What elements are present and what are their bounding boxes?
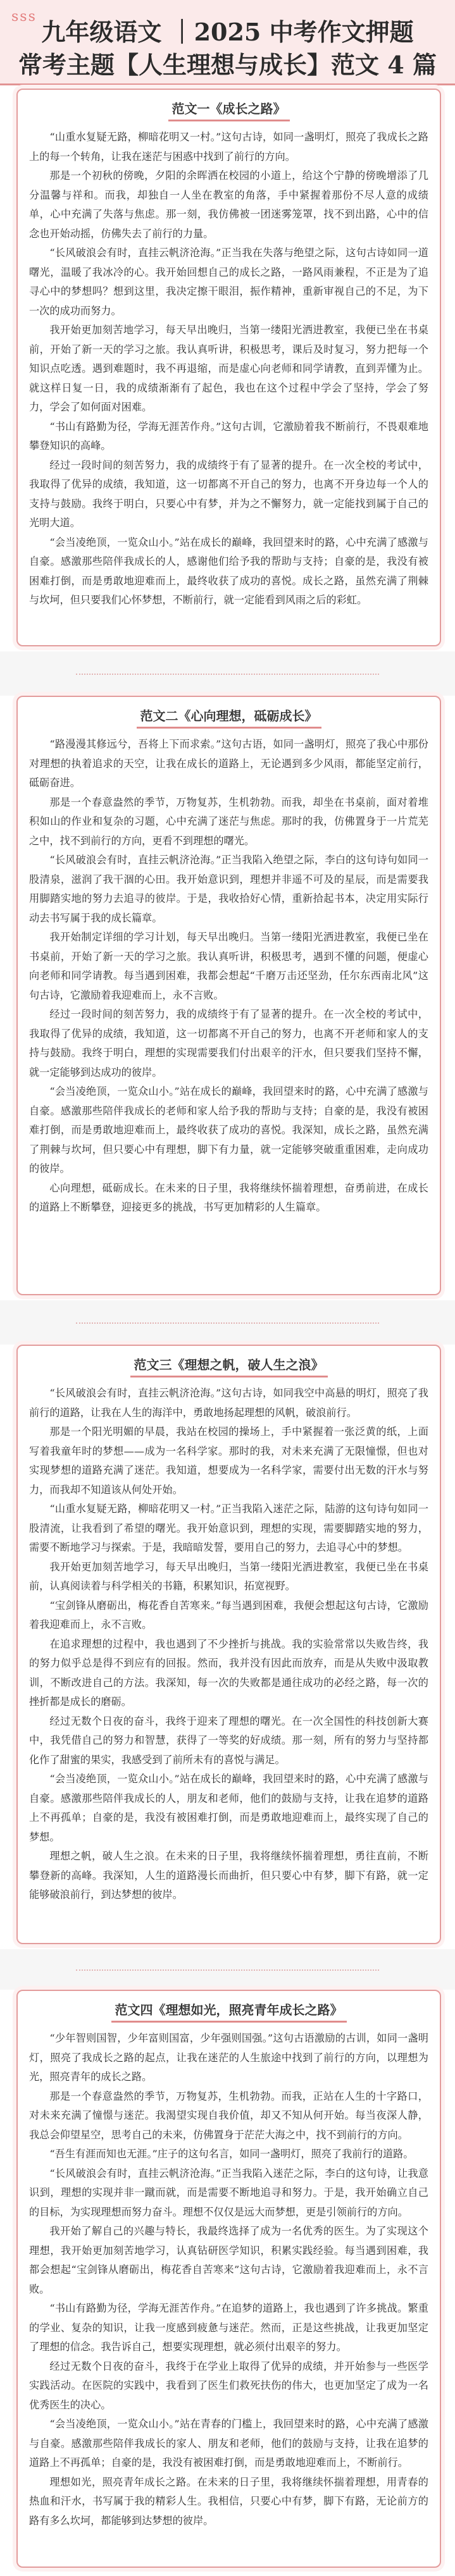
paragraph: 我开始更加刻苦地学习，每天早出晚归，当第一缕阳光洒进教室，我便已坐在书桌前，认真阅读着与科学相关的书籍，积累知识，拓宽视野。 [29, 1560, 428, 1592]
essay-card-4 [16, 1990, 441, 2568]
page-title: 九年级语文 ｜2025 中考作文押题 [41, 18, 414, 46]
paragraph: 经过无数个日夜的奋斗，我终于在学业上取得了优异的成绩，并开始参与一些医学实践活动。在医院的实践中，我看到了医生们救死扶伤的伟大，也更加坚定了成为一名优秀医生的决心。 [29, 2360, 428, 2411]
paragraph: “吾生有涯而知也无涯。”庄子的这句名言，如同一盏明灯，照亮了我前行的道路。 [49, 2148, 414, 2160]
paragraph: “会当凌绝顶，一览众山小。”站在成长的巅峰，我回望来时的路，心中充满了感激与自豪。感激那些陪伴我成长的老师和家人给予我的帮助与支持；自豪的是，我没有被困难打倒，而是勇敢地迎难而上，最终收获了成功的喜悦。我深知，成长之路，虽然充满了荆棘与坎坷，但只要心中有理想，脚下有力量，就一定能够突破重重困难，走向成功的彼岸。 [29, 1085, 428, 1174]
paragraph: “路漫漫其修远兮，吾将上下而求索。”这句古语，如同一盏明灯，照亮了我心中那份对理想的执着追求的天空，让我在成长的道路上，无论遇到多少风雨，都能坚定前行，砥砺奋进。 [29, 738, 428, 789]
paragraph: “山重水复疑无路，柳暗花明又一村。”正当我陷入迷茫之际，陆游的这句诗句如同一股清流，让我看到了希望的曙光。我开始意识到，理想的实现，需要脚踏实地的努力，需要不断地学习与探索。于是，我暗暗发誓，要用自己的努力，去追寻心中的梦想。 [29, 1503, 428, 1553]
paragraph: “书山有路勤为径，学海无涯苦作舟。”在追梦的道路上，我也遇到了许多挑战。繁重的学业、复杂的知识，让我一度感到疲惫与迷茫。然而，正是这些挑战，让我更加坚定了理想的信念。我告诉自己，想要实现理想，就必须付出艰辛的努力。 [29, 2302, 428, 2353]
paragraph: “书山有路勤为径，学海无涯苦作舟。”这句古训，它激励着我不断前行，不畏艰难地攀登知识的高峰。 [29, 420, 428, 452]
paragraph: “宝剑锋从磨砺出，梅花香自苦寒来。”每当遇到困难，我便会想起这句古诗，它激励着我迎难而上，永不言败。 [29, 1599, 428, 1630]
page-subtitle: 常考主题【人生理想与成长】范文 4 篇 [18, 51, 437, 79]
paragraph: 我开始更加刻苦地学习，每天早出晚归，当第一缕阳光洒进教室，我便已坐在书桌前，开始了新一天的学习之旅。我认真听讲，积极思考，课后及时复习，努力把每一个知识点吃透。遇到难题时，我不再退缩，而是虚心向老师和同学请教，直到弄懂为止。就这样日复一日，我的成绩渐渐有了起色，我也在这个过程中学会了坚持，学会了努力，学会了如何面对困难。 [29, 324, 428, 413]
essay-body [18, 735, 440, 1217]
paragraph: 那是一个春意盎然的季节，万物复苏，生机勃勃。而我，正站在人生的十字路口，对未来充满了憧憬与迷茫。我渴望实现自我价值，却又不知从何开始。每当夜深人静，我总会仰望星空，思考自己的未来，仿佛置身于茫茫大海之中，找不到前行的方向。 [29, 2090, 428, 2141]
essay-body [18, 1384, 440, 1905]
divider-1 [0, 651, 455, 696]
paragraph: 理想如光，照亮青年成长之路。在未来的日子里，我将继续怀揣着理想，用青春的热血和汗水，书写属于我的精彩人生。我相信，只要心中有梦，脚下有路，无论前方的路有多么坎坷，都能够到达梦想的彼岸。 [29, 2475, 428, 2527]
paragraph: 我开始制定详细的学习计划，每天早出晚归。当第一缕阳光洒进教室，我便已坐在书桌前，开始了新一天的学习之旅。我认真听讲，积极思考，遇到不懂的问题，便虚心向老师和同学请教。每当遇到困难，我都会想起“千磨万击还坚劲，任尔东西南北风”这句古诗，它激励着我迎难而上，永不言败。 [29, 931, 428, 1001]
header-deco: sss [11, 9, 37, 25]
paragraph: 经过一段时间的刻苦努力，我的成绩终于有了显著的提升。在一次全校的考试中，我取得了优异的成绩，我知道，这一切都离不开自己的努力，也离不开身边每一个人的支持与鼓励。我终于明白，只要心中有梦，并为之不懈努力，就一定能找到属于自己的光明大道。 [29, 459, 428, 529]
paragraph: 那是一个阳光明媚的早晨，我站在校园的操场上，手中紧握着一张泛黄的纸，上面写着我童年时的梦想——成为一名科学家。那时的我，对未来充满了无限憧憬，但也对实现梦想的道路充满了迷茫。我知道，想要成为一名科学家，需要付出无数的汗水与努力，而我却不知道该从何处开始。 [29, 1426, 428, 1496]
paragraph: “长风破浪会有时，直挂云帆济沧海。”正当我陷入绝望之际，李白的这句诗句如同一股清泉，滋润了我干涸的心田。我开始意识到，理想并非遥不可及的星辰，而是需要我用脚踏实地的努力去追寻的彼岸。于是，我收拾好心情，重新拾起书本，决定用实际行动去书写属于我的成长篇章。 [29, 854, 428, 924]
paragraph: 经过一段时间的刻苦努力，我的成绩终于有了显著的提升。在一次全校的考试中，我取得了优异的成绩，我知道，这一切都离不开自己的努力，也离不开老师和家人的支持与鼓励。我终于明白，理想的实现需要我们付出艰辛的汗水，但只要我们坚持不懈，就一定能够到达成功的彼岸。 [29, 1008, 428, 1078]
paragraph: 经过无数个日夜的奋斗，我终于迎来了理想的曙光。在一次全国性的科技创新大赛中，我凭借自己的努力和智慧，获得了一等奖的好成绩。那一刻，所有的努力与坚持都化作了甜蜜的果实，我感受到了前所未有的喜悦与满足。 [29, 1715, 428, 1766]
essay-title: 范文三《理想之帆，破人生之浪》 [130, 1355, 328, 1377]
page-header [0, 0, 455, 85]
divider-3 [0, 1949, 455, 1990]
paragraph: “少年智则国智，少年富则国富，少年强则国强。”这句古语激励的古训，如同一盏明灯，照亮了我成长之路的起点，让我在迷茫的人生旅途中找到了前行的方向，以理想为光，照亮青年的成长之路。 [29, 2032, 428, 2083]
paragraph: 在追求理想的过程中，我也遇到了不少挫折与挑战。我的实验常常以失败告终，我的努力似乎总是得不到应有的回报。然而，我并没有因此而放弃，而是从失败中汲取教训，不断改进自己的方法。我深知，每一次的失败都是通往成功的必经之路，每一次的挫折都是成长的磨砺。 [29, 1637, 428, 1708]
paragraph: 那是一个初秋的傍晚，夕阳的余晖洒在校园的小道上，给这个宁静的傍晚增添了几分温馨与祥和。而我，却独自一人坐在教室的角落，手中紧握着那份不尽人意的成绩单，心中充满了失落与焦虑。那一刻，我仿佛被一团迷雾笼罩，找不到出路，心中的信念也开始动摇，仿佛失去了前行的力量。 [29, 169, 428, 240]
essay-body [18, 128, 440, 610]
paragraph: 我开始了解自己的兴趣与特长，我最终选择了成为一名优秀的医生。为了实现这个理想，我开始更加刻苦地学习，认真钻研医学知识，积累实践经验。每当遇到困难，我都会想起“宝剑锋从磨砺出，梅花香自苦寒来”这句古诗，它激励着我迎难而上，永不言败。 [29, 2225, 428, 2295]
paragraph: 那是一个春意盎然的季节，万物复苏，生机勃勃。而我，却坐在书桌前，面对着堆积如山的作业和复杂的习题，心中充满了迷茫与焦虑。那时的我，仿佛置身于一片荒芜之中，找不到前行的方向，更看不到理想的曙光。 [29, 796, 428, 847]
essay-title: 范文四《理想如光，照亮青年成长之路》 [111, 2000, 347, 2023]
essay-card-2 [16, 696, 441, 1295]
paragraph: “会当凌绝顶，一览众山小。”站在成长的巅峰，我回望来时的路，心中充满了感激与自豪。感激那些陪伴我成长的人，感谢他们给予我的帮助与支持；自豪的是，我没有被困难打倒，而是勇敢地迎难而上，最终收获了成功的喜悦。成长之路，虽然充满了荆棘与坎坷，但只要我们心怀梦想，不断前行，就一定能看到风雨之后的彩虹。 [29, 536, 428, 606]
paragraph: “会当凌绝顶，一览众山小。”站在成长的巅峰，我回望来时的路，心中充满了感激与自豪。感激那些陪伴我成长的人，朋友和老师，他们的鼓励与支持，让我在追梦的道路上不再孤单；自豪的是，我没有被困难打倒，而是勇敢地迎难而上，最终实现了自己的梦想。 [29, 1773, 428, 1843]
paragraph: 心向理想，砥砺成长。在未来的日子里，我将继续怀揣着理想，奋勇前进，在成长的道路上不断攀登，迎接更多的挑战，书写更加精彩的人生篇章。 [29, 1181, 428, 1213]
paragraph: “会当凌绝顶，一览众山小。”站在青春的门槛上，我回望来时的路，心中充满了感激与自豪。感激那些陪伴我成长的家人、朋友和老师，他们的鼓励与支持，让我在追梦的道路上不再孤单；自豪的是，我没有被困难打倒，而是勇敢地迎难而上，不断前行。 [29, 2418, 428, 2468]
paragraph: “长风破浪会有时，直挂云帆济沧海。”正当我陷入迷茫之际，李白的这句诗，让我意识到，理想的实现并非一蹴而就，而是需要不断地追寻和努力。于是，我开始确立自己的目标，为实现理想而努力奋斗。理想不仅仅是远大而梦想，更是引领前行的方向。 [29, 2167, 428, 2218]
divider-2 [0, 1300, 455, 1345]
essay-card-1 [16, 89, 441, 646]
paragraph: “山重水复疑无路，柳暗花明又一村。”这句古诗，如同一盏明灯，照亮了我成长之路上的每一个转角，让我在迷茫与困惑中找到了前行的方向。 [29, 131, 428, 163]
essay-title: 范文一《成长之路》 [168, 99, 290, 121]
paragraph: “长风破浪会有时，直挂云帆济沧海。”正当我在失落与绝望之际，这句古诗如同一道曙光，温暖了我冰冷的心。我开始回想自己的成长之路，一路风雨兼程，不正是为了追寻心中的梦想吗？想到这里，我决定擦干眼泪，振作精神，重新审视自己的不足，为下一次的成功而努力。 [29, 247, 428, 317]
essay-body [18, 2029, 440, 2530]
paragraph: 理想之帆，破人生之浪。在未来的日子里，我将继续怀揣着理想，勇往直前，不断攀登新的高峰。我深知，人生的道路漫长而曲折，但只要心中有梦，脚下有路，就一定能够破浪前行，到达梦想的彼岸。 [29, 1850, 428, 1901]
paragraph: “长风破浪会有时，直挂云帆济沧海。”这句古诗，如同我空中高悬的明灯，照亮了我前行的道路，让我在人生的海洋中，勇敢地扬起理想的风帆，破浪前行。 [29, 1387, 428, 1419]
essay-title: 范文二《心向理想，砥砺成长》 [137, 706, 321, 729]
essay-card-3 [16, 1345, 441, 1944]
